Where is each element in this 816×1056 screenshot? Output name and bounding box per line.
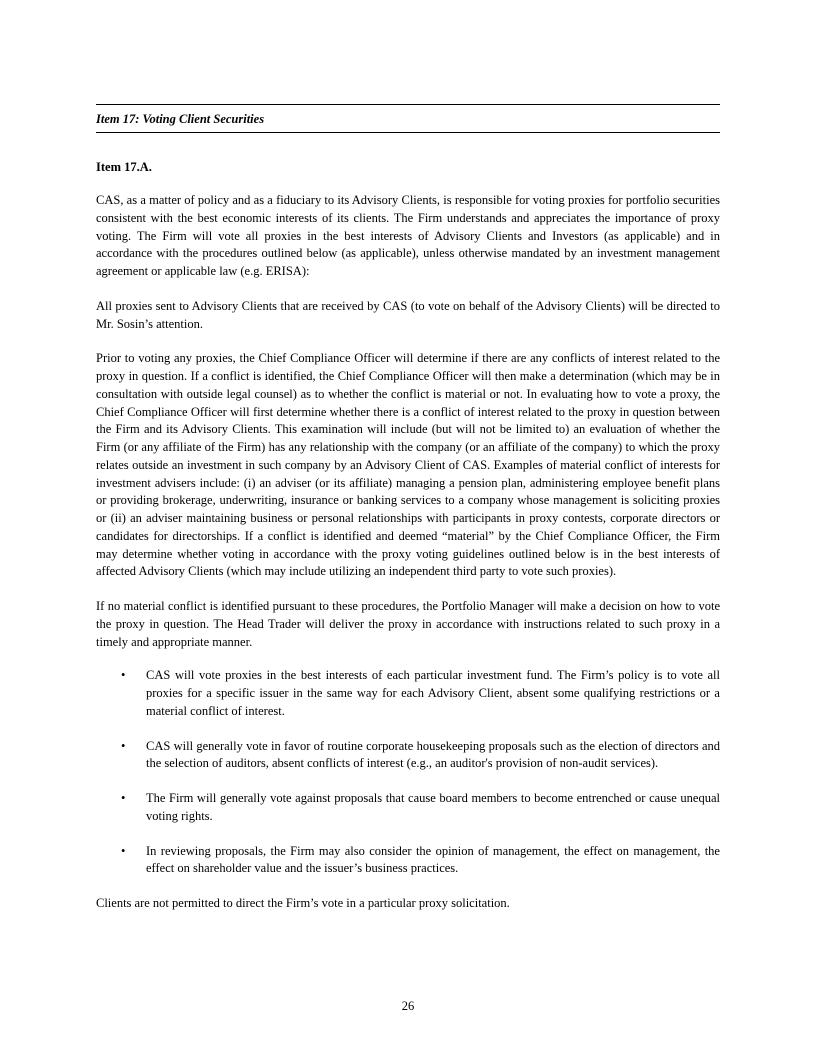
bullet-marker-icon: • <box>121 791 126 806</box>
list-item-text: CAS will generally vote in favor of routine corporate housekeeping proposals such as the election of directors and the selection of auditors, absent conflicts of interest (e.g., an auditor's provision of non-audit services). <box>146 738 720 771</box>
list-item-text: CAS will vote proxies in the best interests of each particular investment fund. The Firm’s policy is to vote all proxies for a specific issuer in the same way for each Advisory Client, absent some qualifying restrictions or a material conflict of interest. <box>146 668 720 718</box>
paragraph-3: Prior to voting any proxies, the Chief Compliance Officer will determine if there are any conflicts of interest related to the proxy in question. If a conflict is identified, the Chief Compliance Officer will then make a determination (which may be in consultation with outside legal counsel) as to whether the conflict is material or not. In evaluating how to vote a proxy, the Chief Compliance Officer will first determine whether there is a conflict of interest related to the proxy in question between the Firm and its Advisory Clients. This examination will include (but will not be limited to) an evaluation of whether the Firm (or any affiliate of the Firm) has any relationship with the company (or an affiliate of the company) to which the proxy relates outside an investment in such company by an Advisory Client of CAS. Examples of material conflict of interests for investment advisers include: (i) an adviser (or its affiliate) managing a pension plan, administering employee benefit plans or providing brokerage, underwriting, insurance or banking services to a company whose management is soliciting proxies or (ii) an adviser maintaining business or personal relationships with participants in proxy contests, corporate directors or candidates for directorships. If a conflict is identified and deemed “material” by the Chief Compliance Officer, the Firm may determine whether voting in accordance with the proxy voting guidelines outlined below is in the best interests of affected Advisory Clients (which may include utilizing an independent third party to vote such proxies). <box>96 351 720 579</box>
list-item <box>96 738 720 774</box>
bullet-marker-icon: • <box>121 843 126 858</box>
header-bottom-rule <box>96 132 720 133</box>
list-item <box>96 790 720 826</box>
page-number: 26 <box>401 999 415 1013</box>
page-header <box>96 104 720 133</box>
bullet-list <box>96 667 720 878</box>
bullet-marker-icon: • <box>121 668 126 683</box>
bullet-marker-icon: • <box>121 738 126 753</box>
closing-paragraph: Clients are not permitted to direct the Firm’s vote in a particular proxy solicitation. <box>96 896 510 911</box>
section-label: Item 17.A. <box>96 160 152 175</box>
paragraph-1: CAS, as a matter of policy and as a fiduciary to its Advisory Clients, is responsible for voting proxies for portfolio securities consistent with the best economic interests of its clients. The Firm understands and appreciates the importance of proxy voting. The Firm will vote all proxies in the best interests of Advisory Clients and Investors (as applicable) and in accordance with the procedures outlined below (as applicable), unless otherwise mandated by an investment management agreement or applicable law (e.g. ERISA): <box>96 193 720 279</box>
paragraph-2: All proxies sent to Advisory Clients that are received by CAS (to vote on behalf of the Advisory Clients) will be directed to Mr. Sosin’s attention. <box>96 298 720 331</box>
header-title: Item 17: Voting Client Securities <box>96 112 265 126</box>
list-item-text: The Firm will generally vote against proposals that cause board members to become entrenched or cause unequal voting rights. <box>146 791 720 823</box>
list-item-text: In reviewing proposals, the Firm may also consider the opinion of management, the effect on management, the effect on shareholder value and the issuer’s business practices. <box>146 843 720 876</box>
paragraph-4: If no material conflict is identified pursuant to these procedures, the Portfolio Manager will make a decision on how to vote the proxy in question. The Head Trader will deliver the proxy in accordance with instructions related to such proxy in a timely and appropriate manner. <box>96 599 720 649</box>
list-item <box>96 843 720 879</box>
list-item <box>96 667 720 720</box>
